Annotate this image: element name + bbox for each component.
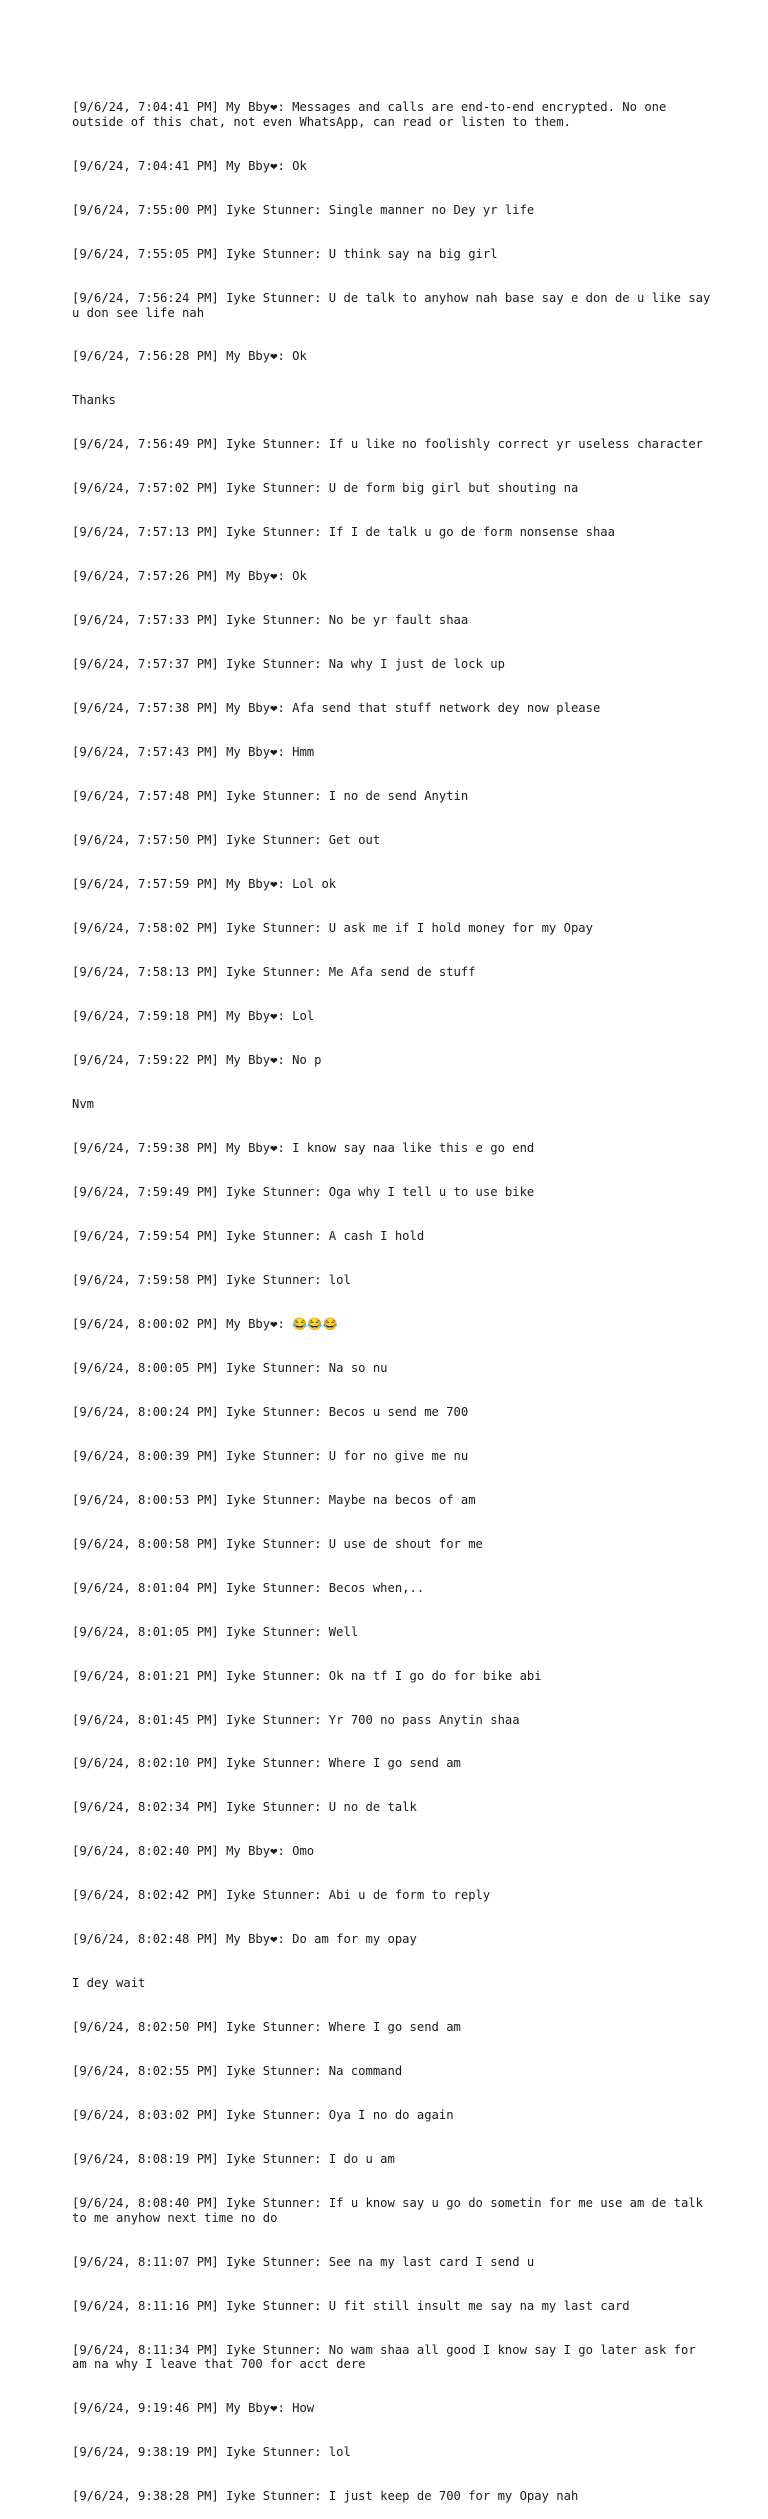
chat-line: [9/6/24, 9:38:28 PM] Iyke Stunner: I just keep de 700 for my Opay nah bbox=[72, 2489, 579, 2504]
chat-line: [9/6/24, 7:55:00 PM] Iyke Stunner: Single manner no Dey yr life bbox=[72, 202, 535, 217]
chat-line: [9/6/24, 7:55:05 PM] Iyke Stunner: U think say na big girl bbox=[72, 246, 498, 261]
chat-line: [9/6/24, 7:58:13 PM] Iyke Stunner: Me Afa send de stuff bbox=[72, 965, 476, 980]
chat-line: [9/6/24, 7:57:48 PM] Iyke Stunner: I no de send Anytin bbox=[72, 789, 469, 804]
chat-line: [9/6/24, 7:56:24 PM] Iyke Stunner: U de talk to anyhow nah base say e don de u like say u don see life nah bbox=[72, 290, 718, 320]
chat-line: [9/6/24, 8:03:02 PM] Iyke Stunner: Oya I no do again bbox=[72, 2108, 454, 2123]
chat-line: [9/6/24, 8:00:24 PM] Iyke Stunner: Becos u send me 700 bbox=[72, 1404, 469, 1419]
chat-line: [9/6/24, 7:57:13 PM] Iyke Stunner: If I de talk u go de form nonsense shaa bbox=[72, 525, 615, 540]
chat-line: [9/6/24, 8:00:58 PM] Iyke Stunner: U use de shout for me bbox=[72, 1536, 483, 1551]
chat-line: [9/6/24, 9:19:46 PM] My Bby❤: How bbox=[72, 2401, 315, 2416]
chat-line: [9/6/24, 7:59:49 PM] Iyke Stunner: Oga why I tell u to use bike bbox=[72, 1184, 535, 1199]
chat-line: Thanks bbox=[72, 393, 117, 408]
chat-line: [9/6/24, 7:57:02 PM] Iyke Stunner: U de form big girl but shouting na bbox=[72, 481, 579, 496]
chat-line: [9/6/24, 8:02:55 PM] Iyke Stunner: Na command bbox=[72, 2064, 403, 2079]
chat-line: [9/6/24, 7:57:43 PM] My Bby❤: Hmm bbox=[72, 745, 315, 760]
chat-line: [9/6/24, 7:59:18 PM] My Bby❤: Lol bbox=[72, 1009, 315, 1023]
chat-line: I dey wait bbox=[72, 1976, 146, 1991]
chat-line: [9/6/24, 8:02:48 PM] My Bby❤: Do am for my opay bbox=[72, 1932, 417, 1947]
chat-line: [9/6/24, 8:02:42 PM] Iyke Stunner: Abi u de form to reply bbox=[72, 1888, 491, 1903]
chat-line: [9/6/24, 8:02:40 PM] My Bby❤: Omo bbox=[72, 1844, 315, 1859]
chat-line: [9/6/24, 8:11:07 PM] Iyke Stunner: See na my last card I send u bbox=[72, 2254, 535, 2269]
chat-line: [9/6/24, 8:02:10 PM] Iyke Stunner: Where I go send am bbox=[72, 1756, 461, 1771]
chat-line: [9/6/24, 8:01:05 PM] Iyke Stunner: Well bbox=[72, 1624, 359, 1639]
chat-line: [9/6/24, 7:04:41 PM] My Bby❤: Messages and calls are end-to-end encrypted. No one outside of this chat, not even WhatsApp, can read or listen to them. bbox=[72, 100, 674, 129]
chat-line: [9/6/24, 8:00:05 PM] Iyke Stunner: Na so nu bbox=[72, 1360, 388, 1375]
chat-line: [9/6/24, 7:58:02 PM] Iyke Stunner: U ask me if I hold money for my Opay bbox=[72, 921, 593, 936]
chat-line: [9/6/24, 7:57:37 PM] Iyke Stunner: Na why I just de lock up bbox=[72, 657, 505, 672]
chat-log-document bbox=[72, 71, 718, 2519]
chat-line: [9/6/24, 7:56:28 PM] My Bby❤: Ok bbox=[72, 349, 307, 364]
chat-line: [9/6/24, 7:59:22 PM] My Bby❤: No p bbox=[72, 1052, 322, 1067]
chat-line: [9/6/24, 7:57:38 PM] My Bby❤: Afa send that stuff network dey now please bbox=[72, 701, 601, 716]
chat-line: Nvm bbox=[72, 1096, 95, 1111]
chat-line: [9/6/24, 8:11:34 PM] Iyke Stunner: No wam shaa all good I know say I go later ask for am na why I leave that 700 for acct dere bbox=[72, 2342, 704, 2372]
chat-line: [9/6/24, 8:01:21 PM] Iyke Stunner: Ok na tf I go do for bike abi bbox=[72, 1668, 542, 1683]
chat-line: [9/6/24, 7:59:54 PM] Iyke Stunner: A cash I hold bbox=[72, 1228, 425, 1243]
chat-line: [9/6/24, 8:00:39 PM] Iyke Stunner: U for no give me nu bbox=[72, 1448, 469, 1463]
chat-line: [9/6/24, 7:59:58 PM] Iyke Stunner: lol bbox=[72, 1272, 351, 1287]
chat-line: [9/6/24, 8:08:40 PM] Iyke Stunner: If u know say u go do sometin for me use am de talk to me anyhow next time no do bbox=[72, 2196, 711, 2225]
chat-line: [9/6/24, 8:00:53 PM] Iyke Stunner: Maybe na becos of am bbox=[72, 1492, 476, 1507]
chat-line: [9/6/24, 8:01:45 PM] Iyke Stunner: Yr 700 no pass Anytin shaa bbox=[72, 1712, 520, 1727]
chat-line: [9/6/24, 7:59:38 PM] My Bby❤: I know say naa like this e go end bbox=[72, 1140, 535, 1155]
chat-line: [9/6/24, 7:57:59 PM] My Bby❤: Lol ok bbox=[72, 877, 337, 892]
chat-line: [9/6/24, 7:56:49 PM] Iyke Stunner: If u like no foolishly correct yr useless character bbox=[72, 437, 704, 452]
chat-line: [9/6/24, 7:57:33 PM] Iyke Stunner: No be yr fault shaa bbox=[72, 613, 469, 628]
chat-line: [9/6/24, 8:00:02 PM] My Bby❤: 😂😂😂 bbox=[72, 1316, 338, 1331]
chat-line: [9/6/24, 7:04:41 PM] My Bby❤: Ok bbox=[72, 158, 307, 173]
chat-line: [9/6/24, 8:01:04 PM] Iyke Stunner: Becos when,.. bbox=[72, 1580, 425, 1595]
chat-line: [9/6/24, 7:57:26 PM] My Bby❤: Ok bbox=[72, 569, 307, 584]
chat-line: [9/6/24, 8:08:19 PM] Iyke Stunner: I do u am bbox=[72, 2152, 395, 2167]
chat-line: [9/6/24, 8:11:16 PM] Iyke Stunner: U fit still insult me say na my last card bbox=[72, 2298, 630, 2313]
chat-line: [9/6/24, 8:02:34 PM] Iyke Stunner: U no de talk bbox=[72, 1800, 417, 1815]
chat-line: [9/6/24, 7:57:50 PM] Iyke Stunner: Get out bbox=[72, 833, 381, 848]
chat-line: [9/6/24, 9:38:19 PM] Iyke Stunner: lol bbox=[72, 2445, 351, 2460]
chat-line: [9/6/24, 8:02:50 PM] Iyke Stunner: Where I go send am bbox=[72, 2020, 461, 2035]
